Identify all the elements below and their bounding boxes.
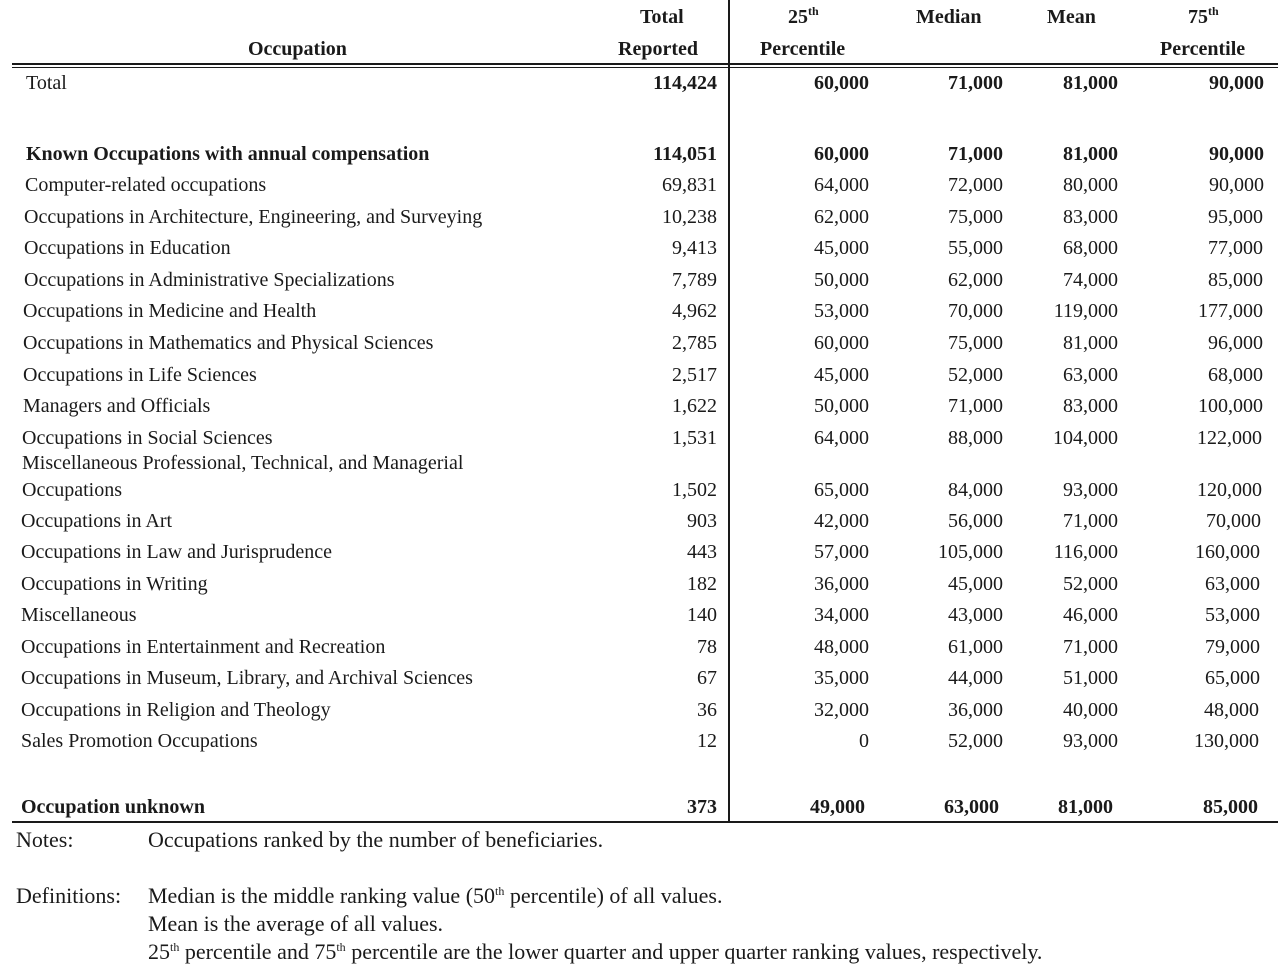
cell-reported: 903 bbox=[687, 510, 717, 532]
cell-75th: 53,000 bbox=[1205, 604, 1260, 626]
row-label: Occupations in Mathematics and Physical Sciences bbox=[23, 332, 434, 354]
header-25th-percentile: Percentile bbox=[760, 38, 846, 60]
cell-mean: 81,000 bbox=[1063, 143, 1118, 165]
cell-25th: 35,000 bbox=[814, 667, 869, 689]
cell-median: 52,000 bbox=[948, 730, 1003, 752]
cell-reported: 1,502 bbox=[672, 479, 717, 501]
cell-25th: 36,000 bbox=[814, 573, 869, 595]
cell-mean: 83,000 bbox=[1063, 206, 1118, 228]
table-row-misc bbox=[0, 475, 1280, 505]
cell-75th: 90,000 bbox=[1209, 174, 1264, 196]
cell-75th: 70,000 bbox=[1206, 510, 1261, 532]
row-label: Occupations in Life Sciences bbox=[23, 364, 257, 386]
row-label: Occupations in Writing bbox=[21, 573, 208, 595]
row-label: Computer-related occupations bbox=[25, 174, 267, 196]
cell-25th: 64,000 bbox=[814, 174, 869, 196]
cell-25th: 53,000 bbox=[814, 300, 869, 322]
row-label: Total bbox=[26, 72, 67, 94]
cell-mean: 93,000 bbox=[1063, 730, 1118, 752]
header-75th-percentile: Percentile bbox=[1160, 38, 1246, 60]
definition-percentiles-c: percentile are the lower quarter and upper quarter ranking values, respectively. bbox=[345, 939, 1043, 964]
row-label: Known Occupations with annual compensation bbox=[26, 143, 430, 165]
cell-mean: 63,000 bbox=[1063, 364, 1118, 386]
definition-percentiles-sup2: th bbox=[336, 940, 346, 954]
cell-25th: 65,000 bbox=[814, 479, 869, 501]
cell-mean: 93,000 bbox=[1063, 479, 1118, 501]
cell-reported: 140 bbox=[687, 604, 717, 626]
definition-percentiles-a: 25 bbox=[148, 939, 170, 964]
cell-25th: 62,000 bbox=[814, 206, 869, 228]
cell-75th: 65,000 bbox=[1205, 667, 1260, 689]
row-label: Occupations in Education bbox=[24, 237, 231, 259]
cell-reported: 114,424 bbox=[653, 72, 717, 94]
table-row bbox=[0, 506, 1280, 536]
table-row bbox=[0, 360, 1280, 390]
cell-25th: 57,000 bbox=[814, 541, 869, 563]
cell-median: 43,000 bbox=[948, 604, 1003, 626]
cell-reported: 2,785 bbox=[672, 332, 717, 354]
cell-median: 71,000 bbox=[948, 143, 1003, 165]
cell-75th: 77,000 bbox=[1208, 237, 1263, 259]
cell-median: 61,000 bbox=[948, 636, 1003, 658]
cell-median: 72,000 bbox=[948, 174, 1003, 196]
cell-median: 62,000 bbox=[948, 269, 1003, 291]
cell-mean: 40,000 bbox=[1063, 699, 1118, 721]
cell-25th: 0 bbox=[859, 730, 869, 752]
header-occupation: Occupation bbox=[248, 38, 347, 60]
cell-75th: 68,000 bbox=[1208, 364, 1263, 386]
cell-25th: 42,000 bbox=[814, 510, 869, 532]
definition-mean: Mean is the average of all values. bbox=[148, 911, 444, 936]
table-row bbox=[0, 233, 1280, 263]
row-label: Occupations in Entertainment and Recreation bbox=[21, 636, 386, 658]
table-row-unknown bbox=[0, 792, 1280, 822]
table-row bbox=[0, 663, 1280, 693]
header-25th-sup: th bbox=[808, 4, 819, 18]
cell-reported: 373 bbox=[687, 796, 717, 818]
cell-25th: 48,000 bbox=[814, 636, 869, 658]
cell-25th: 45,000 bbox=[814, 237, 869, 259]
cell-reported: 182 bbox=[687, 573, 717, 595]
cell-25th: 45,000 bbox=[814, 364, 869, 386]
cell-median: 84,000 bbox=[948, 479, 1003, 501]
cell-25th: 64,000 bbox=[814, 427, 869, 449]
row-label: Occupations in Museum, Library, and Archival Sciences bbox=[21, 667, 473, 689]
cell-25th: 60,000 bbox=[814, 143, 869, 165]
row-label: Occupation unknown bbox=[21, 796, 205, 818]
table-row bbox=[0, 265, 1280, 295]
table-row bbox=[0, 726, 1280, 756]
cell-75th: 63,000 bbox=[1205, 573, 1260, 595]
cell-median: 70,000 bbox=[948, 300, 1003, 322]
cell-25th: 60,000 bbox=[814, 332, 869, 354]
row-label: Managers and Officials bbox=[23, 395, 211, 417]
cell-25th: 60,000 bbox=[814, 72, 869, 94]
cell-mean: 104,000 bbox=[1053, 427, 1118, 449]
table-row-known bbox=[0, 139, 1280, 169]
header-total-line1: Total bbox=[640, 6, 684, 28]
cell-75th: 90,000 bbox=[1209, 72, 1264, 94]
cell-reported: 10,238 bbox=[662, 206, 717, 228]
cell-25th: 49,000 bbox=[810, 796, 865, 818]
row-label: Occupations in Law and Jurisprudence bbox=[21, 541, 333, 563]
table-row bbox=[0, 632, 1280, 662]
cell-75th: 122,000 bbox=[1197, 427, 1262, 449]
cell-25th: 50,000 bbox=[814, 269, 869, 291]
cell-75th: 96,000 bbox=[1208, 332, 1263, 354]
cell-75th: 100,000 bbox=[1198, 395, 1263, 417]
cell-reported: 7,789 bbox=[672, 269, 717, 291]
definition-percentiles bbox=[148, 938, 1042, 966]
row-label: Occupations in Administrative Specializations bbox=[24, 269, 395, 291]
cell-mean: 51,000 bbox=[1063, 667, 1118, 689]
definition-median-sup: th bbox=[495, 884, 505, 898]
cell-75th: 79,000 bbox=[1205, 636, 1260, 658]
row-label: Occupations in Art bbox=[21, 510, 173, 532]
cell-25th: 50,000 bbox=[814, 395, 869, 417]
table-row-misc-line1 bbox=[0, 449, 1280, 477]
row-label: Occupations in Social Sciences bbox=[22, 427, 273, 449]
cell-75th: 48,000 bbox=[1204, 699, 1259, 721]
cell-reported: 36 bbox=[697, 699, 717, 721]
cell-reported: 4,962 bbox=[672, 300, 717, 322]
cell-75th: 177,000 bbox=[1198, 300, 1263, 322]
cell-75th: 90,000 bbox=[1209, 143, 1264, 165]
table-row bbox=[0, 202, 1280, 232]
table-row-total bbox=[0, 68, 1280, 98]
cell-mean: 116,000 bbox=[1053, 541, 1118, 563]
notes-label: Notes: bbox=[16, 827, 74, 852]
cell-75th: 120,000 bbox=[1197, 479, 1262, 501]
cell-75th: 85,000 bbox=[1203, 796, 1258, 818]
header-total-line2: Reported bbox=[618, 38, 698, 60]
notes-text: Occupations ranked by the number of beneficiaries. bbox=[148, 827, 604, 852]
cell-reported: 69,831 bbox=[662, 174, 717, 196]
cell-median: 44,000 bbox=[948, 667, 1003, 689]
definition-median bbox=[148, 882, 722, 910]
cell-median: 71,000 bbox=[948, 395, 1003, 417]
cell-mean: 83,000 bbox=[1063, 395, 1118, 417]
cell-mean: 81,000 bbox=[1063, 332, 1118, 354]
table-row bbox=[0, 296, 1280, 326]
table-row bbox=[0, 569, 1280, 599]
cell-75th: 85,000 bbox=[1208, 269, 1263, 291]
cell-mean: 74,000 bbox=[1063, 269, 1118, 291]
definition-median-pre: Median is the middle ranking value (50 bbox=[148, 883, 496, 908]
cell-25th: 34,000 bbox=[814, 604, 869, 626]
cell-mean: 119,000 bbox=[1053, 300, 1118, 322]
cell-reported: 443 bbox=[687, 541, 717, 563]
cell-reported: 9,413 bbox=[672, 237, 717, 259]
header-75th-sup: th bbox=[1208, 4, 1219, 18]
row-label: Miscellaneous bbox=[21, 604, 137, 626]
cell-reported: 114,051 bbox=[653, 143, 717, 165]
table-row bbox=[0, 537, 1280, 567]
cell-mean: 81,000 bbox=[1063, 72, 1118, 94]
row-label: Occupations in Religion and Theology bbox=[21, 699, 331, 721]
row-label-line1: Miscellaneous Professional, Technical, and Managerial bbox=[22, 452, 464, 474]
cell-median: 52,000 bbox=[948, 364, 1003, 386]
table-row bbox=[0, 391, 1280, 421]
cell-median: 88,000 bbox=[948, 427, 1003, 449]
cell-75th: 130,000 bbox=[1194, 730, 1259, 752]
cell-mean: 68,000 bbox=[1063, 237, 1118, 259]
header-rule-top bbox=[12, 63, 1278, 65]
definition-median-post: percentile) of all values. bbox=[504, 883, 723, 908]
cell-median: 75,000 bbox=[948, 332, 1003, 354]
cell-reported: 12 bbox=[697, 730, 717, 752]
cell-median: 45,000 bbox=[948, 573, 1003, 595]
cell-median: 63,000 bbox=[944, 796, 999, 818]
cell-reported: 2,517 bbox=[672, 364, 717, 386]
cell-median: 71,000 bbox=[948, 72, 1003, 94]
cell-median: 55,000 bbox=[948, 237, 1003, 259]
row-label: Occupations in Medicine and Health bbox=[23, 300, 317, 322]
header-75th-num: 75 bbox=[1188, 6, 1208, 28]
header-mean: Mean bbox=[1047, 6, 1096, 28]
row-label: Sales Promotion Occupations bbox=[21, 730, 258, 752]
header-75th bbox=[1188, 6, 1219, 28]
cell-reported: 67 bbox=[697, 667, 717, 689]
header-25th bbox=[788, 6, 819, 28]
cell-median: 36,000 bbox=[948, 699, 1003, 721]
cell-25th: 32,000 bbox=[814, 699, 869, 721]
definition-percentiles-b: percentile and 75 bbox=[179, 939, 337, 964]
definitions-label: Definitions: bbox=[16, 883, 122, 908]
cell-75th: 160,000 bbox=[1195, 541, 1260, 563]
row-label-line2: Occupations bbox=[22, 479, 122, 501]
row-label: Occupations in Architecture, Engineering, and Surveying bbox=[24, 206, 483, 228]
table-row bbox=[0, 695, 1280, 725]
header-25th-num: 25 bbox=[788, 6, 808, 28]
cell-mean: 71,000 bbox=[1063, 510, 1118, 532]
cell-mean: 80,000 bbox=[1063, 174, 1118, 196]
cell-median: 75,000 bbox=[948, 206, 1003, 228]
header-median: Median bbox=[916, 6, 982, 28]
cell-reported: 1,622 bbox=[672, 395, 717, 417]
cell-median: 56,000 bbox=[948, 510, 1003, 532]
cell-reported: 1,531 bbox=[672, 427, 717, 449]
table-row bbox=[0, 600, 1280, 630]
cell-median: 105,000 bbox=[938, 541, 1003, 563]
cell-mean: 81,000 bbox=[1058, 796, 1113, 818]
cell-75th: 95,000 bbox=[1208, 206, 1263, 228]
table-row bbox=[0, 170, 1280, 200]
cell-mean: 71,000 bbox=[1063, 636, 1118, 658]
table-row bbox=[0, 328, 1280, 358]
definition-percentiles-sup1: th bbox=[170, 940, 180, 954]
cell-mean: 52,000 bbox=[1063, 573, 1118, 595]
cell-mean: 46,000 bbox=[1063, 604, 1118, 626]
cell-reported: 78 bbox=[697, 636, 717, 658]
